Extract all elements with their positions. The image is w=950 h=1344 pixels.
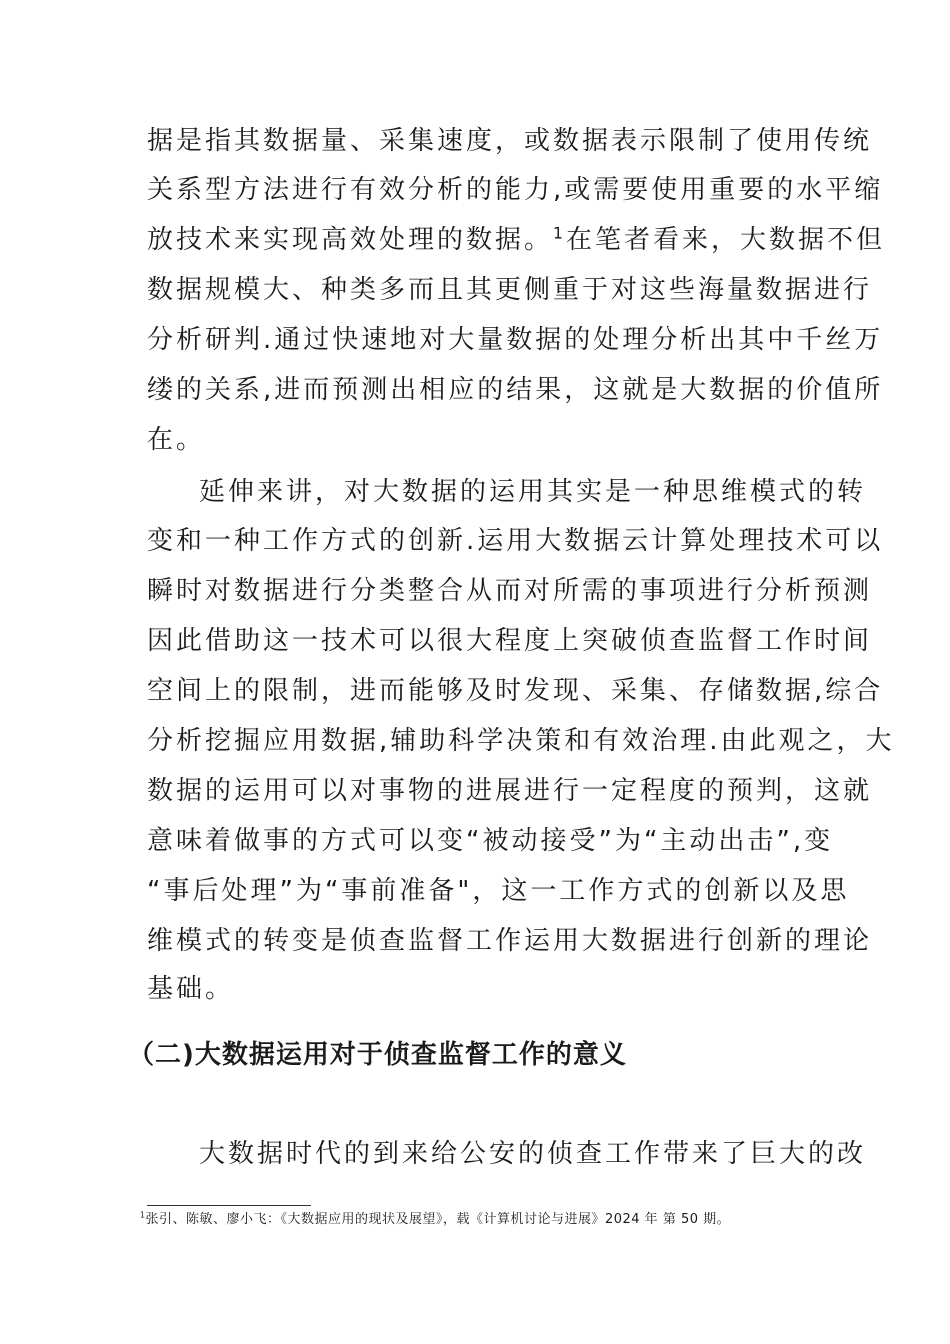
paragraph-line: 在。 (147, 425, 206, 455)
paragraph-line: 据是指其数据量、采集速度，或数据表示限制了使用传统 (147, 126, 873, 156)
footnote (140, 1211, 730, 1229)
paragraph-line: 关系型方法进行有效分析的能力,或需要使用重要的水平缩 (147, 175, 884, 205)
paragraph-line: 变和一种工作方式的创新.运用大数据云计算处理技术可以 (147, 526, 884, 556)
section-heading: （二)大数据运用对于侦查监督工作的意义 (128, 1040, 627, 1070)
paragraph-line: 基础。 (147, 974, 235, 1004)
paragraph-line-segment: 放技术来实现高效处理的数据。 (147, 225, 554, 255)
paragraph-line: 瞬时对数据进行分类整合从而对所需的事项进行分析预测 (147, 576, 873, 606)
footnote-text: 张引、陈敏、廖小飞：《大数据应用的现状及展望》，载《计算机讨论与进展》2024 年 第 50 期。 (145, 1212, 731, 1227)
footnote-separator (147, 1205, 311, 1206)
paragraph-line: 因此借助这一技术可以很大程度上突破侦查监督工作时间 (147, 626, 873, 656)
paragraph-line: 空间上的限制，进而能够及时发现、采集、存储数据,综合 (147, 676, 884, 706)
paragraph-line: 分析研判.通过快速地对大量数据的处理分析出其中千丝万 (147, 325, 884, 355)
paragraph-line-segment: 在笔者看来，大数据不但 (565, 225, 885, 255)
paragraph-line: 维模式的转变是侦查监督工作运用大数据进行创新的理论 (147, 926, 873, 956)
paragraph-line: “事后处理”为“事前准备"，这一工作方式的创新以及思 (147, 876, 850, 906)
paragraph-line: 数据的运用可以对事物的进展进行一定程度的预判，这就 (147, 776, 873, 806)
paragraph-line: 分析挖掘应用数据,辅助科学决策和有效治理.由此观之，大 (147, 726, 895, 756)
paragraph-line: 数据规模大、种类多而且其更侧重于对这些海量数据进行 (147, 275, 873, 305)
paragraph-line: 意味着做事的方式可以变“被动接受”为“主动出击”,变 (147, 826, 834, 856)
paragraph-line (147, 222, 885, 258)
paragraph-line: 延伸来讲，对大数据的运用其实是一种思维模式的转 (199, 477, 867, 507)
paragraph-line: 大数据时代的到来给公安的侦查工作带来了巨大的改 (199, 1139, 867, 1169)
footnote-reference[interactable]: 1 (553, 224, 566, 243)
paragraph-line: 缕的关系,进而预测出相应的结果，这就是大数据的价值所 (147, 375, 884, 405)
footnote-marker: 1 (140, 1210, 146, 1220)
